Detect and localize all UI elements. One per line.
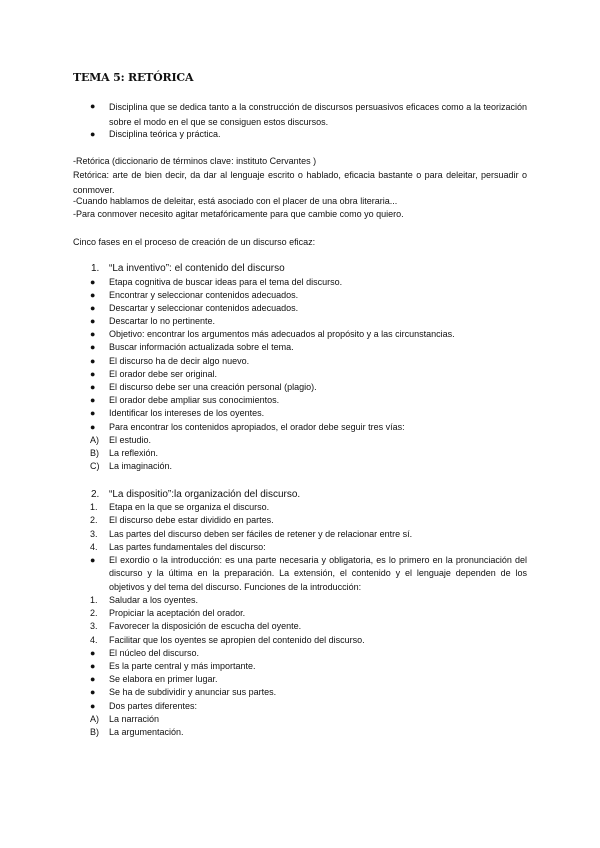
bullet-marker: ● <box>90 555 96 565</box>
list-marker: A) <box>90 714 99 724</box>
list-item-text: El orador debe ampliar sus conocimientos. <box>109 395 280 405</box>
list-item-text: Descartar y seleccionar contenidos adecuados. <box>109 303 299 313</box>
section-number: 2. <box>91 489 100 500</box>
list-marker: B) <box>90 727 99 737</box>
list-item-text: Etapa cognitiva de buscar ideas para el tema del discurso. <box>109 277 343 287</box>
list-item-text: El discurso ha de decir algo nuevo. <box>109 356 250 366</box>
bullet-marker: ● <box>90 356 96 366</box>
list-item-text: El estudio. <box>109 435 152 445</box>
list-item-text: Dos partes diferentes: <box>109 701 198 711</box>
list-marker: 2. <box>90 515 98 525</box>
list-marker: 1. <box>90 502 98 512</box>
bullet-marker: ● <box>90 701 96 711</box>
bullet-marker: ● <box>90 290 96 300</box>
bullet-marker: ● <box>90 369 96 379</box>
list-item-text: Favorecer la disposición de escucha del oyente. <box>109 621 302 631</box>
list-item-text: Se ha de subdividir y anunciar sus partes. <box>109 687 277 697</box>
bullet-marker: ● <box>90 277 96 287</box>
list-item-text: La reflexión. <box>109 448 159 458</box>
list-item-text: La narración <box>109 714 160 724</box>
list-item-text: Propiciar la aceptación del orador. <box>109 608 246 618</box>
intro-bullet-text: Disciplina teórica y práctica. <box>109 129 221 139</box>
list-item-text: La argumentación. <box>109 727 184 737</box>
list-marker: 2. <box>90 608 98 618</box>
list-item-text: Saludar a los oyentes. <box>109 595 199 605</box>
list-item-text: Encontrar y seleccionar contenidos adecuados. <box>109 290 299 300</box>
list-item-text: El discurso debe estar dividido en partes. <box>109 515 274 525</box>
list-item-text: El orador debe ser original. <box>109 369 218 379</box>
section-number: 1. <box>91 263 100 274</box>
list-item-text: La imaginación. <box>109 461 173 471</box>
list-item-text: El discurso debe ser una creación personal (plagio). <box>109 382 317 392</box>
bullet-marker: ● <box>90 422 96 432</box>
list-marker: 4. <box>90 635 98 645</box>
bullet-marker: ● <box>90 648 96 658</box>
list-item-text: Las partes fundamentales del discurso: <box>109 542 266 552</box>
list-marker: B) <box>90 448 99 458</box>
bullet-marker: ● <box>90 395 96 405</box>
list-item-text: Objetivo: encontrar los argumentos más adecuados al propósito y a las circunstancias. <box>109 329 455 339</box>
bullet-marker: ● <box>90 674 96 684</box>
phases-intro-text: Cinco fases en el proceso de creación de un discurso eficaz: <box>73 237 316 247</box>
bullet-marker: ● <box>90 408 96 418</box>
bullet-marker: ● <box>90 129 96 139</box>
list-marker: 3. <box>90 621 98 631</box>
definition-text: Retórica: arte de bien decir, da dar al lenguaje escrito o hablado, eficacia bastante o para deleitar, persuadir o conmover. <box>73 170 527 195</box>
definition-text: -Retórica (diccionario de términos clave: instituto Cervantes ) <box>73 156 317 166</box>
list-marker: 3. <box>90 529 98 539</box>
bullet-marker: ● <box>90 382 96 392</box>
list-marker: C) <box>90 461 100 471</box>
list-item-text: Descartar lo no pertinente. <box>109 316 216 326</box>
bullet-marker: ● <box>90 101 96 111</box>
bullet-marker: ● <box>90 329 96 339</box>
bullet-marker: ● <box>90 342 96 352</box>
definition-text: -Para conmover necesito agitar metafóricamente para que cambie como yo quiero. <box>73 209 404 219</box>
bullet-marker: ● <box>90 661 96 671</box>
list-item-text: Buscar información actualizada sobre el tema. <box>109 342 294 352</box>
page-title: TEMA 5: RETÓRICA <box>73 71 194 84</box>
list-item-text: Para encontrar los contenidos apropiados, el orador debe seguir tres vías: <box>109 422 405 432</box>
list-item-text: Etapa en la que se organiza el discurso. <box>109 502 270 512</box>
list-item-text: El núcleo del discurso. <box>109 648 200 658</box>
bullet-marker: ● <box>90 687 96 697</box>
bullet-marker: ● <box>90 316 96 326</box>
list-marker: 4. <box>90 542 98 552</box>
exordio-text: El exordio o la introducción: es una parte necesaria y obligatoria, es lo primero en la pronunciación del discurso y la última en la preparación. La extensión, el contenido y el lenguaje dependen de los objetivos y del tema del discurso. Funciones de la introducción: <box>109 555 527 592</box>
section-heading-text: “La dispositio”:la organización del discurso. <box>109 489 301 500</box>
definition-text: -Cuando hablamos de deleitar, está asociado con el placer de una obra literaria... <box>73 196 398 206</box>
list-item-text: Facilitar que los oyentes se apropien del contenido del discurso. <box>109 635 365 645</box>
section-heading-text: “La inventivo”: el contenido del discurso <box>109 263 285 274</box>
list-item-text: Es la parte central y más importante. <box>109 661 256 671</box>
list-marker: 1. <box>90 595 98 605</box>
intro-bullet-text: Disciplina que se dedica tanto a la construcción de discursos persuasivos eficaces como a la teorización sobre el modo en el que se consiguen estos discursos. <box>109 102 527 127</box>
list-marker: A) <box>90 435 99 445</box>
list-item-text: Identificar los intereses de los oyentes. <box>109 408 265 418</box>
list-item-text: Se elabora en primer lugar. <box>109 674 218 684</box>
bullet-marker: ● <box>90 303 96 313</box>
list-item-text: Las partes del discurso deben ser fáciles de retener y de relacionar entre sí. <box>109 529 413 539</box>
